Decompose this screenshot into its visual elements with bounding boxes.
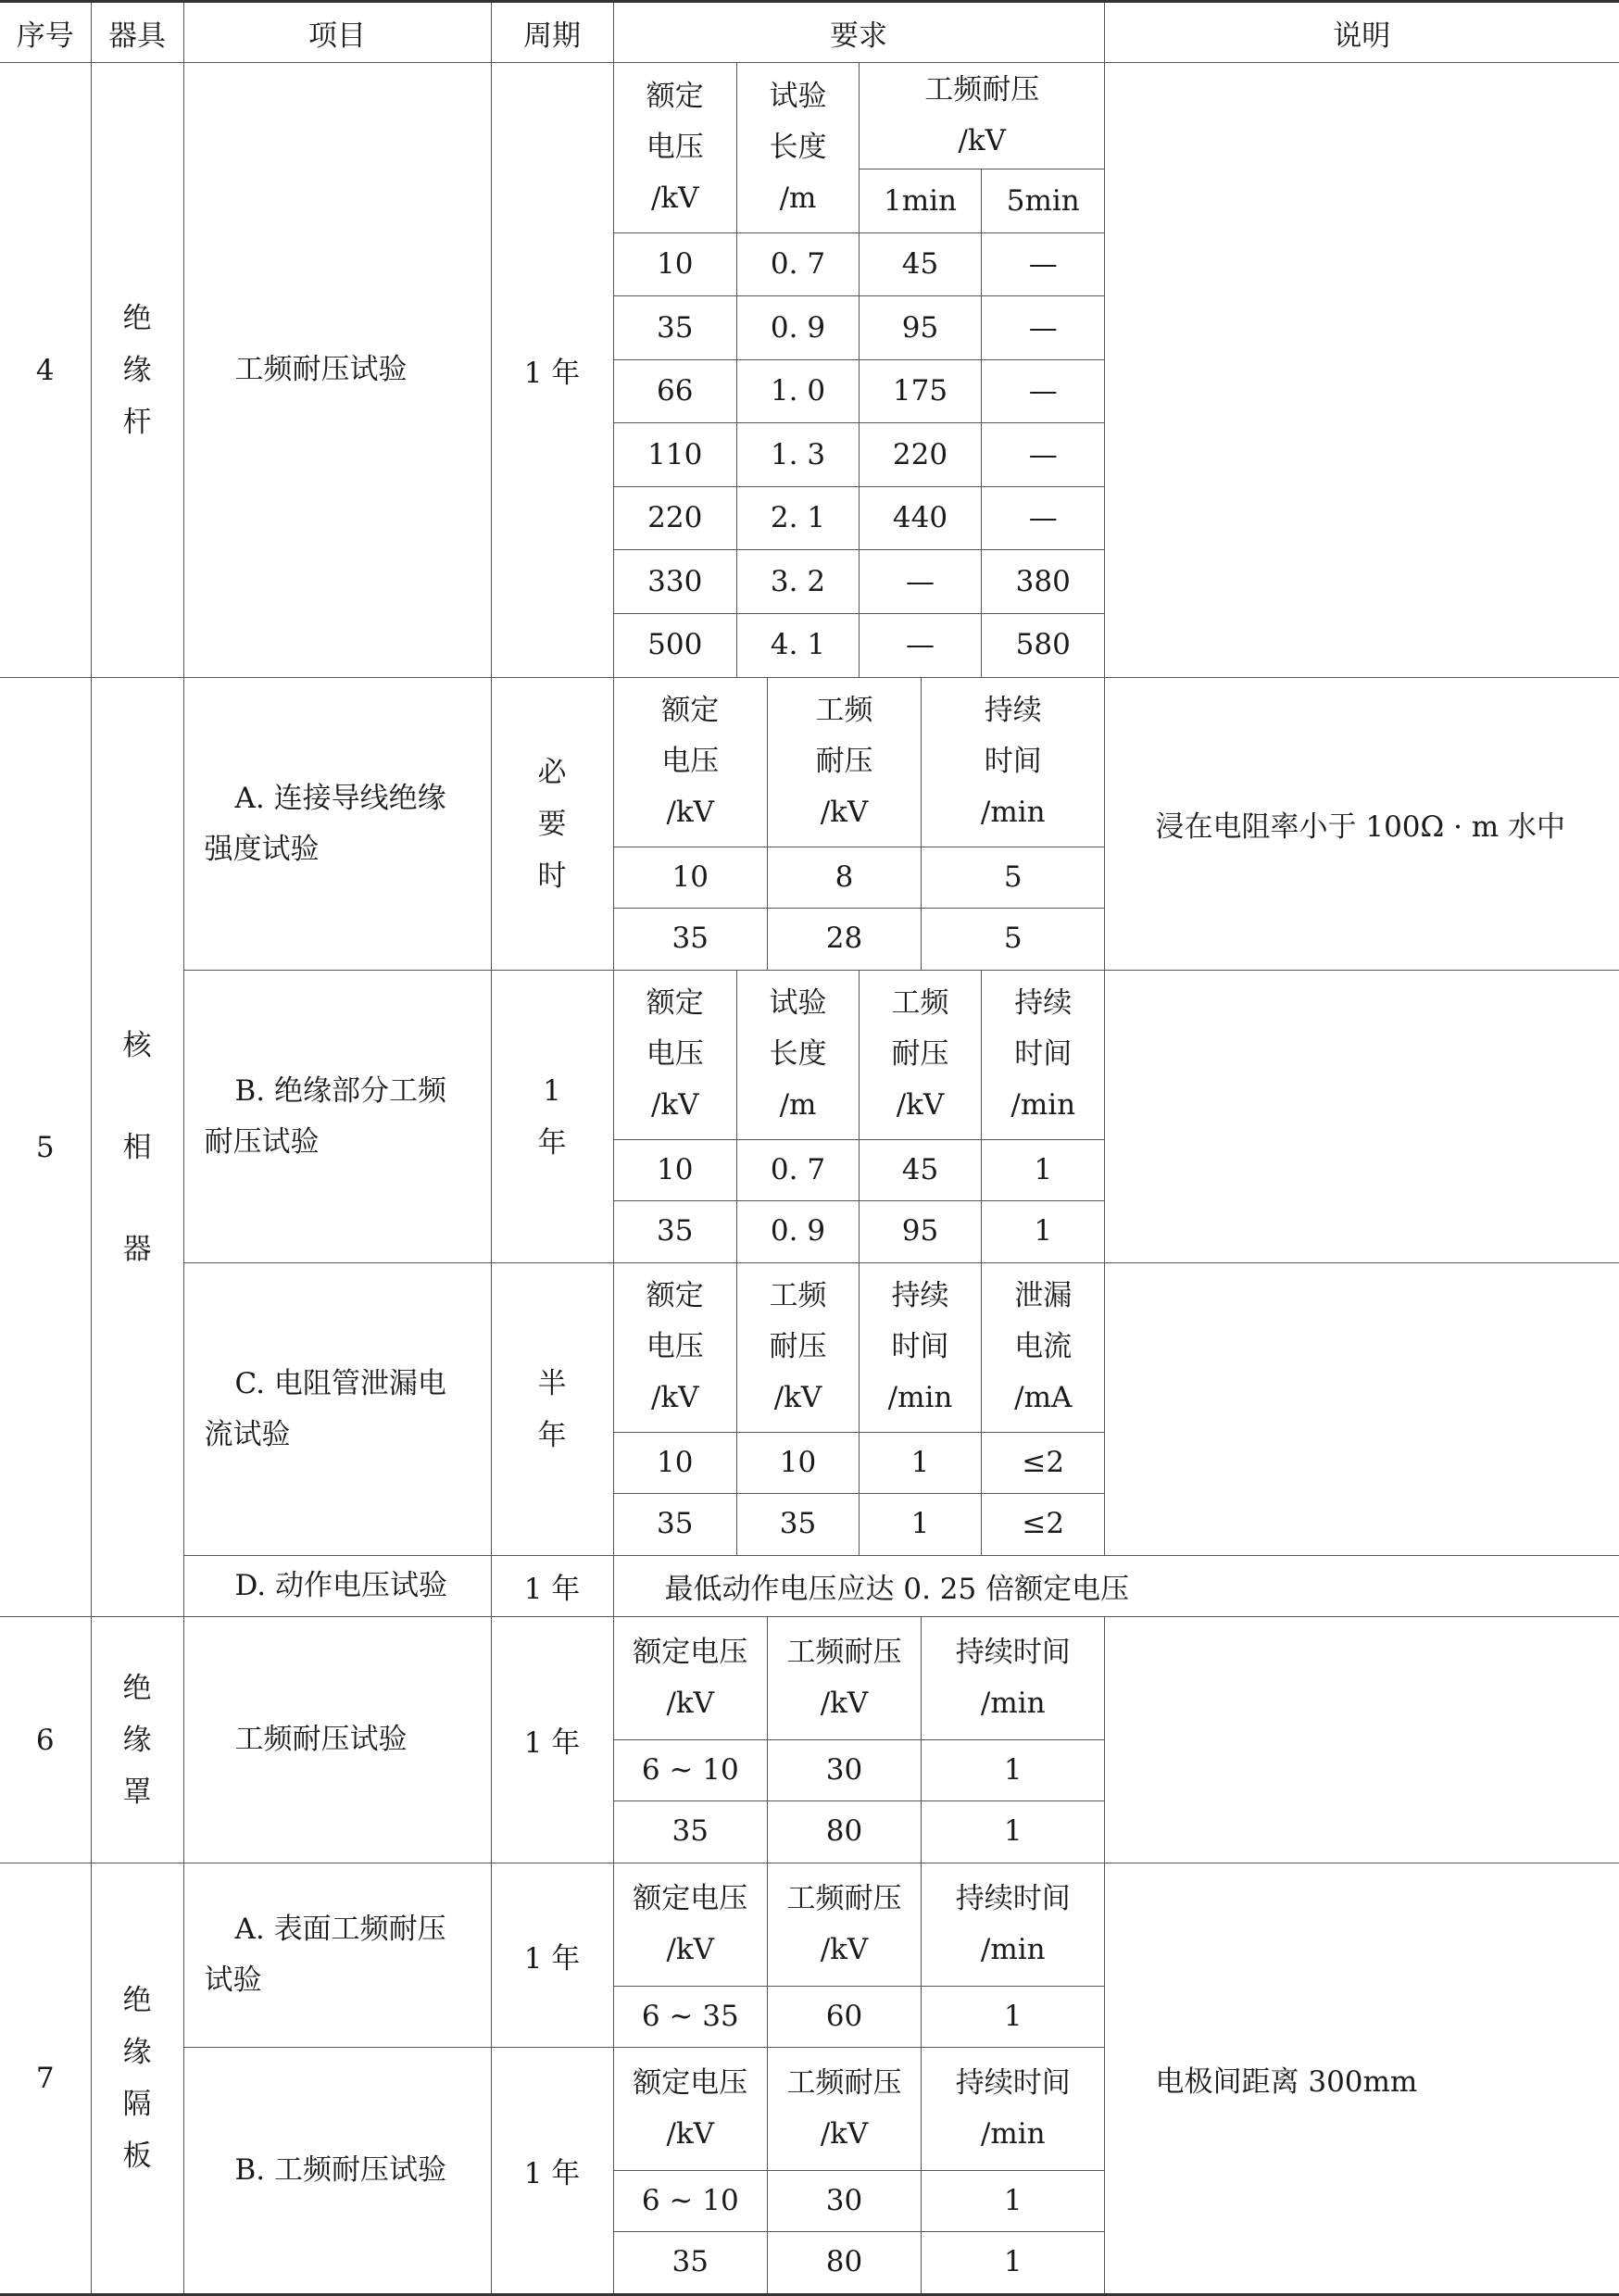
- row5d-requirement: 最低动作电压应达 0. 25 倍额定电压: [613, 1556, 1619, 1617]
- row5b-requirement: [613, 971, 1104, 1263]
- table-row: [614, 232, 1105, 296]
- table-cell: 35: [614, 1493, 737, 1555]
- row-5a: [0, 678, 1619, 971]
- table-cell: 1: [982, 1200, 1105, 1262]
- row5d-period: 1 年: [491, 1556, 613, 1617]
- row5b-note: [1104, 971, 1619, 1263]
- table-cell: 1. 3: [737, 423, 860, 487]
- sub-head-length: 试验 长度 /m: [737, 63, 860, 232]
- row5a-item: A. 连接导线绝缘强度试验: [183, 678, 491, 971]
- table-cell: 工频 耐压 /kV: [860, 971, 982, 1139]
- table-cell: 66: [614, 359, 737, 423]
- row-5b: [0, 971, 1619, 1263]
- row4-period: 1 年: [491, 63, 613, 678]
- row6-requirement: [613, 1617, 1104, 1863]
- header-requirement: 要求: [613, 2, 1104, 63]
- table-cell: 95: [860, 1200, 982, 1262]
- sub-head-1min: 1min: [860, 169, 982, 233]
- table-row: [614, 1493, 1105, 1555]
- table-cell: 3. 2: [737, 550, 860, 614]
- table-cell: 持续时间 /min: [922, 1617, 1105, 1739]
- table-cell: 1: [922, 1800, 1105, 1863]
- table-row: [614, 1432, 1105, 1493]
- row-6: [0, 1617, 1619, 1863]
- table-cell: 8: [768, 847, 922, 908]
- table-cell: 10: [614, 1432, 737, 1493]
- table-cell: 45: [860, 1139, 982, 1200]
- table-cell: 6 ~ 10: [614, 2170, 768, 2231]
- table-cell: 35: [614, 908, 768, 970]
- table-cell: 330: [614, 550, 737, 614]
- table-cell: 80: [768, 2231, 922, 2293]
- table-row: [614, 1986, 1105, 2047]
- row4-note: [1104, 63, 1619, 678]
- table-cell: 1. 0: [737, 359, 860, 423]
- table-cell: 持续 时间 /min: [982, 971, 1105, 1139]
- table-cell: 6 ~ 10: [614, 1739, 768, 1800]
- header-item: 项目: [183, 2, 491, 63]
- table-cell: —: [860, 613, 982, 677]
- table-cell: 工频 耐压 /kV: [768, 678, 922, 847]
- table-cell: 持续 时间 /min: [860, 1263, 982, 1432]
- table-cell: 工频耐压 /kV: [768, 1617, 922, 1739]
- table-cell: 额定 电压 /kV: [614, 1263, 737, 1432]
- table-cell: 35: [737, 1493, 860, 1555]
- row5c-period: 半 年: [491, 1263, 613, 1556]
- header-period: 周期: [491, 2, 613, 63]
- table-row: [614, 2231, 1105, 2293]
- table-cell: —: [982, 486, 1105, 550]
- table-row: [614, 423, 1105, 487]
- table-cell: 220: [860, 423, 982, 487]
- table-row: [614, 1800, 1105, 1863]
- row5c-item: C. 电阻管泄漏电流试验: [183, 1263, 491, 1556]
- row7a-sub-table: [614, 1863, 1105, 2047]
- row4-item: 工频耐压试验: [183, 63, 491, 678]
- table-cell: 35: [614, 296, 737, 360]
- table-cell: 1: [922, 2231, 1105, 2293]
- row7a-period: 1 年: [491, 1863, 613, 2048]
- table-cell: —: [982, 296, 1105, 360]
- table-cell: 额定电压 /kV: [614, 1863, 768, 1986]
- table-cell: —: [982, 232, 1105, 296]
- table-cell: 1: [922, 1986, 1105, 2047]
- row7-note: 电极间距离 300mm: [1104, 1863, 1619, 2295]
- table-cell: 5: [922, 908, 1105, 970]
- row5d-item: D. 动作电压试验: [183, 1556, 491, 1617]
- table-cell: 0. 7: [737, 1139, 860, 1200]
- table-cell: 500: [614, 613, 737, 677]
- row6-tool: 绝 缘 罩: [91, 1617, 183, 1863]
- row7a-item: A. 表面工频耐压试验: [183, 1863, 491, 2048]
- table-cell: 580: [982, 613, 1105, 677]
- row5a-requirement: [613, 678, 1104, 971]
- table-row: [614, 1139, 1105, 1200]
- table-cell: 持续时间 /min: [922, 2048, 1105, 2170]
- row7b-item: B. 工频耐压试验: [183, 2048, 491, 2295]
- row-5c: [0, 1263, 1619, 1556]
- table-cell: 额定电压 /kV: [614, 1617, 768, 1739]
- row5a-period: 必 要 时: [491, 678, 613, 971]
- row4-requirement: [613, 63, 1104, 678]
- table-cell: 220: [614, 486, 737, 550]
- row5c-requirement: [613, 1263, 1104, 1556]
- table-cell: 1: [982, 1139, 1105, 1200]
- table-cell: 持续时间 /min: [922, 1863, 1105, 1986]
- table-cell: 30: [768, 1739, 922, 1800]
- table-cell: 10: [614, 847, 768, 908]
- table-cell: 试验 长度 /m: [737, 971, 860, 1139]
- row7-tool: 绝 缘 隔 板: [91, 1863, 183, 2295]
- header-row: [0, 2, 1619, 63]
- table-cell: 10: [614, 232, 737, 296]
- table-cell: 45: [860, 232, 982, 296]
- table-row: [614, 1739, 1105, 1800]
- table-cell: 持续 时间 /min: [922, 678, 1105, 847]
- sub-head-withstand: 工频耐压 /kV: [860, 63, 1105, 169]
- table-row: [614, 359, 1105, 423]
- row5b-period: 1 年: [491, 971, 613, 1263]
- row7b-sub-table: [614, 2048, 1105, 2293]
- table-row: [614, 550, 1105, 614]
- table-row: [614, 296, 1105, 360]
- table-cell: —: [860, 550, 982, 614]
- row4-no: 4: [0, 63, 91, 678]
- table-cell: 95: [860, 296, 982, 360]
- table-cell: 0. 7: [737, 232, 860, 296]
- table-row: [614, 613, 1105, 677]
- table-cell: 35: [614, 1800, 768, 1863]
- table-cell: 5: [922, 847, 1105, 908]
- table-cell: ≤2: [982, 1493, 1105, 1555]
- row5b-sub-table: [614, 971, 1105, 1262]
- table-row: [614, 1200, 1105, 1262]
- table-cell: 80: [768, 1800, 922, 1863]
- row7b-period: 1 年: [491, 2048, 613, 2295]
- row5-tool: 核 相 器: [91, 678, 183, 1617]
- table-cell: 35: [614, 1200, 737, 1262]
- table-row: [614, 847, 1105, 908]
- table-cell: 2. 1: [737, 486, 860, 550]
- sub-head-5min: 5min: [982, 169, 1105, 233]
- table-cell: 28: [768, 908, 922, 970]
- row-4: [0, 63, 1619, 678]
- table-cell: 泄漏 电流 /mA: [982, 1263, 1105, 1432]
- table-cell: 工频 耐压 /kV: [737, 1263, 860, 1432]
- table-cell: 60: [768, 1986, 922, 2047]
- row6-note: [1104, 1617, 1619, 1863]
- table-cell: 10: [737, 1432, 860, 1493]
- row6-sub-table: [614, 1617, 1105, 1863]
- row7a-requirement: [613, 1863, 1104, 2048]
- table-cell: —: [982, 423, 1105, 487]
- table-cell: 4. 1: [737, 613, 860, 677]
- table-cell: 1: [860, 1493, 982, 1555]
- header-tool: 器具: [91, 2, 183, 63]
- row5a-sub-table: [614, 678, 1105, 970]
- table-row: [614, 486, 1105, 550]
- table-cell: 额定 电压 /kV: [614, 971, 737, 1139]
- row5c-note: [1104, 1263, 1619, 1556]
- header-no: 序号: [0, 2, 91, 63]
- row5b-item: B. 绝缘部分工频耐压试验: [183, 971, 491, 1263]
- table-cell: 额定 电压 /kV: [614, 678, 768, 847]
- table-cell: 110: [614, 423, 737, 487]
- table-cell: 6 ~ 35: [614, 1986, 768, 2047]
- table-cell: 175: [860, 359, 982, 423]
- row-7a: [0, 1863, 1619, 2048]
- table-cell: 1: [860, 1432, 982, 1493]
- row4-sub-table: [614, 63, 1105, 677]
- row7b-requirement: [613, 2048, 1104, 2295]
- table-row: [614, 908, 1105, 970]
- table-row: [614, 2170, 1105, 2231]
- table-cell: 0. 9: [737, 1200, 860, 1262]
- row6-period: 1 年: [491, 1617, 613, 1863]
- table-cell: 工频耐压 /kV: [768, 2048, 922, 2170]
- table-cell: 0. 9: [737, 296, 860, 360]
- table-cell: 35: [614, 2231, 768, 2293]
- row6-no: 6: [0, 1617, 91, 1863]
- table-cell: 1: [922, 2170, 1105, 2231]
- row5-no: 5: [0, 678, 91, 1617]
- row4-tool: 绝 缘 杆: [91, 63, 183, 678]
- table-cell: 440: [860, 486, 982, 550]
- table-cell: 380: [982, 550, 1105, 614]
- table-cell: —: [982, 359, 1105, 423]
- table-cell: 额定电压 /kV: [614, 2048, 768, 2170]
- row5a-note: 浸在电阻率小于 100Ω · m 水中: [1104, 678, 1619, 971]
- row5c-sub-table: [614, 1263, 1105, 1555]
- table-cell: ≤2: [982, 1432, 1105, 1493]
- header-note: 说明: [1104, 2, 1619, 63]
- row-5d: [0, 1556, 1619, 1617]
- table-cell: 10: [614, 1139, 737, 1200]
- row7-no: 7: [0, 1863, 91, 2295]
- table-cell: 工频耐压 /kV: [768, 1863, 922, 1986]
- table-cell: 1: [922, 1739, 1105, 1800]
- table-cell: 30: [768, 2170, 922, 2231]
- row6-item: 工频耐压试验: [183, 1617, 491, 1863]
- sub-head-voltage: 额定 电压 /kV: [614, 63, 737, 232]
